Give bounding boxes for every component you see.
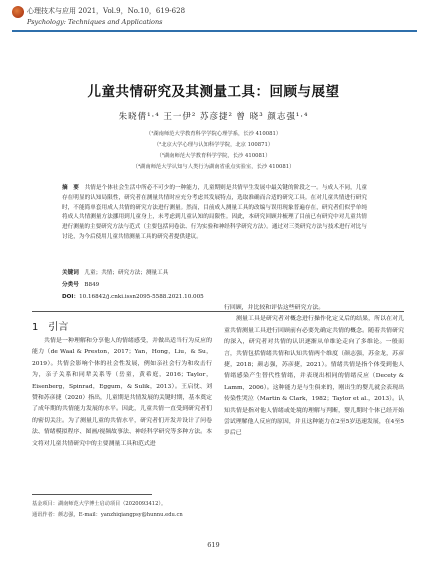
affiliation-3: （³湖南师范大学教育科学学院，长沙 410081） bbox=[156, 153, 271, 159]
abstract bbox=[62, 184, 367, 243]
keywords-text: 儿童；共情；研究方法；测量工具 bbox=[84, 270, 169, 276]
doi-text: 10.16842/j.cnki.issn2095-5588.2021.10.005 bbox=[79, 294, 204, 300]
classification-text: B849 bbox=[84, 282, 100, 288]
right-paragraph-1: 行回顾，并比较和评估这些研究方法。 bbox=[224, 305, 325, 311]
left-paragraph-1: 共情是一种理解和分享他人的情绪感受，并做出适当行为反应的能力（de Waal & Preston，2017；Yan，Hong，Liu，& Su，2019）。共情会影响个体的社会性发展，例如亲社会行为和攻击行为，亲子关系和同辈关系等（岳童，黄希庭，2016；Taylor，Eisenberg，Spinrad，Eggum，& Sulik，2013）。王启忱、刘赞和苏彦捷（2020）指出，儿童期是共情发展的关键时期，基本奠定了成年期的共情能力发展的水平。因此，儿童共情一直受到研究者们的密切关注。为了测量儿童的共情水平，研究者们开发并设计了问卷法、情绪模拟程序、图画/视频故事法、神经科学研究等多种方法。本文将对儿童共情研究中的主要测量工具和范式进 bbox=[32, 338, 212, 447]
affiliation-1: （¹湖南师范大学教育科学学院心理学系，长沙 410081） bbox=[145, 131, 282, 137]
doi bbox=[62, 292, 204, 300]
affiliation-4: （⁴湖南师范大学认知与人类行为湖南省重点实验室，长沙 410081） bbox=[132, 164, 295, 170]
paper-title: 儿童共情研究及其测量工具：回顾与展望 bbox=[87, 84, 340, 100]
section-heading bbox=[32, 318, 68, 333]
left-column bbox=[32, 336, 212, 450]
classification-label: 分类号 bbox=[62, 282, 79, 288]
right-paragraph-2: 测量工具是研究者对概念进行操作化定义后的结果，所以在对儿童共情测量工具进行回顾前有必要先确定共情的概念。随着共情研究的深入，研究者对共情的认识逐渐从单维论走向了多维论。一般而言，共情包括情绪共情和认知共情两个维度（颜志强，苏金龙，苏彦捷，2018；颜志强，苏彦捷，2021）。情绪共情是指个体受到他人情绪感染产生替代性情绪，并表现出相同的情绪反应（Decety & Lamm，2006）。这种能力是与生俱来的，刚出生的婴儿就会表现出传染性哭泣（Martin & Clark，1982；Taylor et al.，2013）。认知共情是指对他人情绪或处境的理解与判断，婴儿期时个体已经开始尝试理解他人反应的原因，并且这种能力在2至5岁迅速发展，在4至5岁后已 bbox=[224, 316, 404, 437]
doi-label: DOI： bbox=[62, 294, 80, 300]
section-title: 引言 bbox=[48, 322, 69, 333]
abstract-text: 共情是个体社会生活中所必不可少的一种能力，儿童期则是共情早生发展中最关键的阶段之一。与成人不同，儿童存在明显的认知局限性，研究者在测量共情时应充分考虑其发展特点，选取准确而合适的研究工具。在对儿童共情进行研究时，不能简单套用成人共情的研究方法进行测量。然而，目前成人测量工具的改编与误用现象普遍存在，研究者们似乎单纯将成人共情测量方法挪用到儿童身上，未考虑到儿童认知的局限性。因此，本研究回顾并梳理了目前已有研究中对儿童共情进行测量的主要研究方法与范式（主要包括问卷法、行为实验和神经科学研究方法）。通过对三类研究方法与技术进行对比与讨论，为今后使用儿童共情测量工具的研究者提供建议。 bbox=[62, 185, 367, 240]
keywords bbox=[62, 268, 168, 276]
journal-citation: 心理技术与应用 2021，Vol.9，No.10，619-628 bbox=[27, 7, 186, 15]
keywords-label: 关键词 bbox=[62, 270, 79, 276]
page-number: 619 bbox=[207, 541, 220, 549]
abstract-label: 摘 要 bbox=[62, 185, 79, 191]
author-list: 朱晓倩¹·⁴ 王一伊² 苏彦捷² 曾 晓³ 颜志强¹·⁴ bbox=[118, 112, 309, 122]
affiliation-2: （²北京大学心理与认知科学学院，北京 100871） bbox=[153, 142, 274, 148]
classification bbox=[62, 280, 99, 288]
journal-name-en: Psychology: Techniques and Applications bbox=[27, 18, 163, 26]
section-number: 1 bbox=[32, 322, 39, 333]
footnote-funding: 基金项目：湖南师范大学博士启动项目（2020093412）。 bbox=[32, 501, 167, 507]
right-column bbox=[224, 303, 404, 440]
footnote-correspondence: 通讯作者：颜志强，E-mail：yanzhiqiangpsy@hunnu.edu.cn bbox=[32, 512, 183, 518]
footnote-rule bbox=[32, 494, 152, 495]
journal-logo-icon bbox=[12, 6, 24, 18]
journal-header bbox=[12, 5, 417, 45]
header-rule bbox=[12, 30, 417, 32]
